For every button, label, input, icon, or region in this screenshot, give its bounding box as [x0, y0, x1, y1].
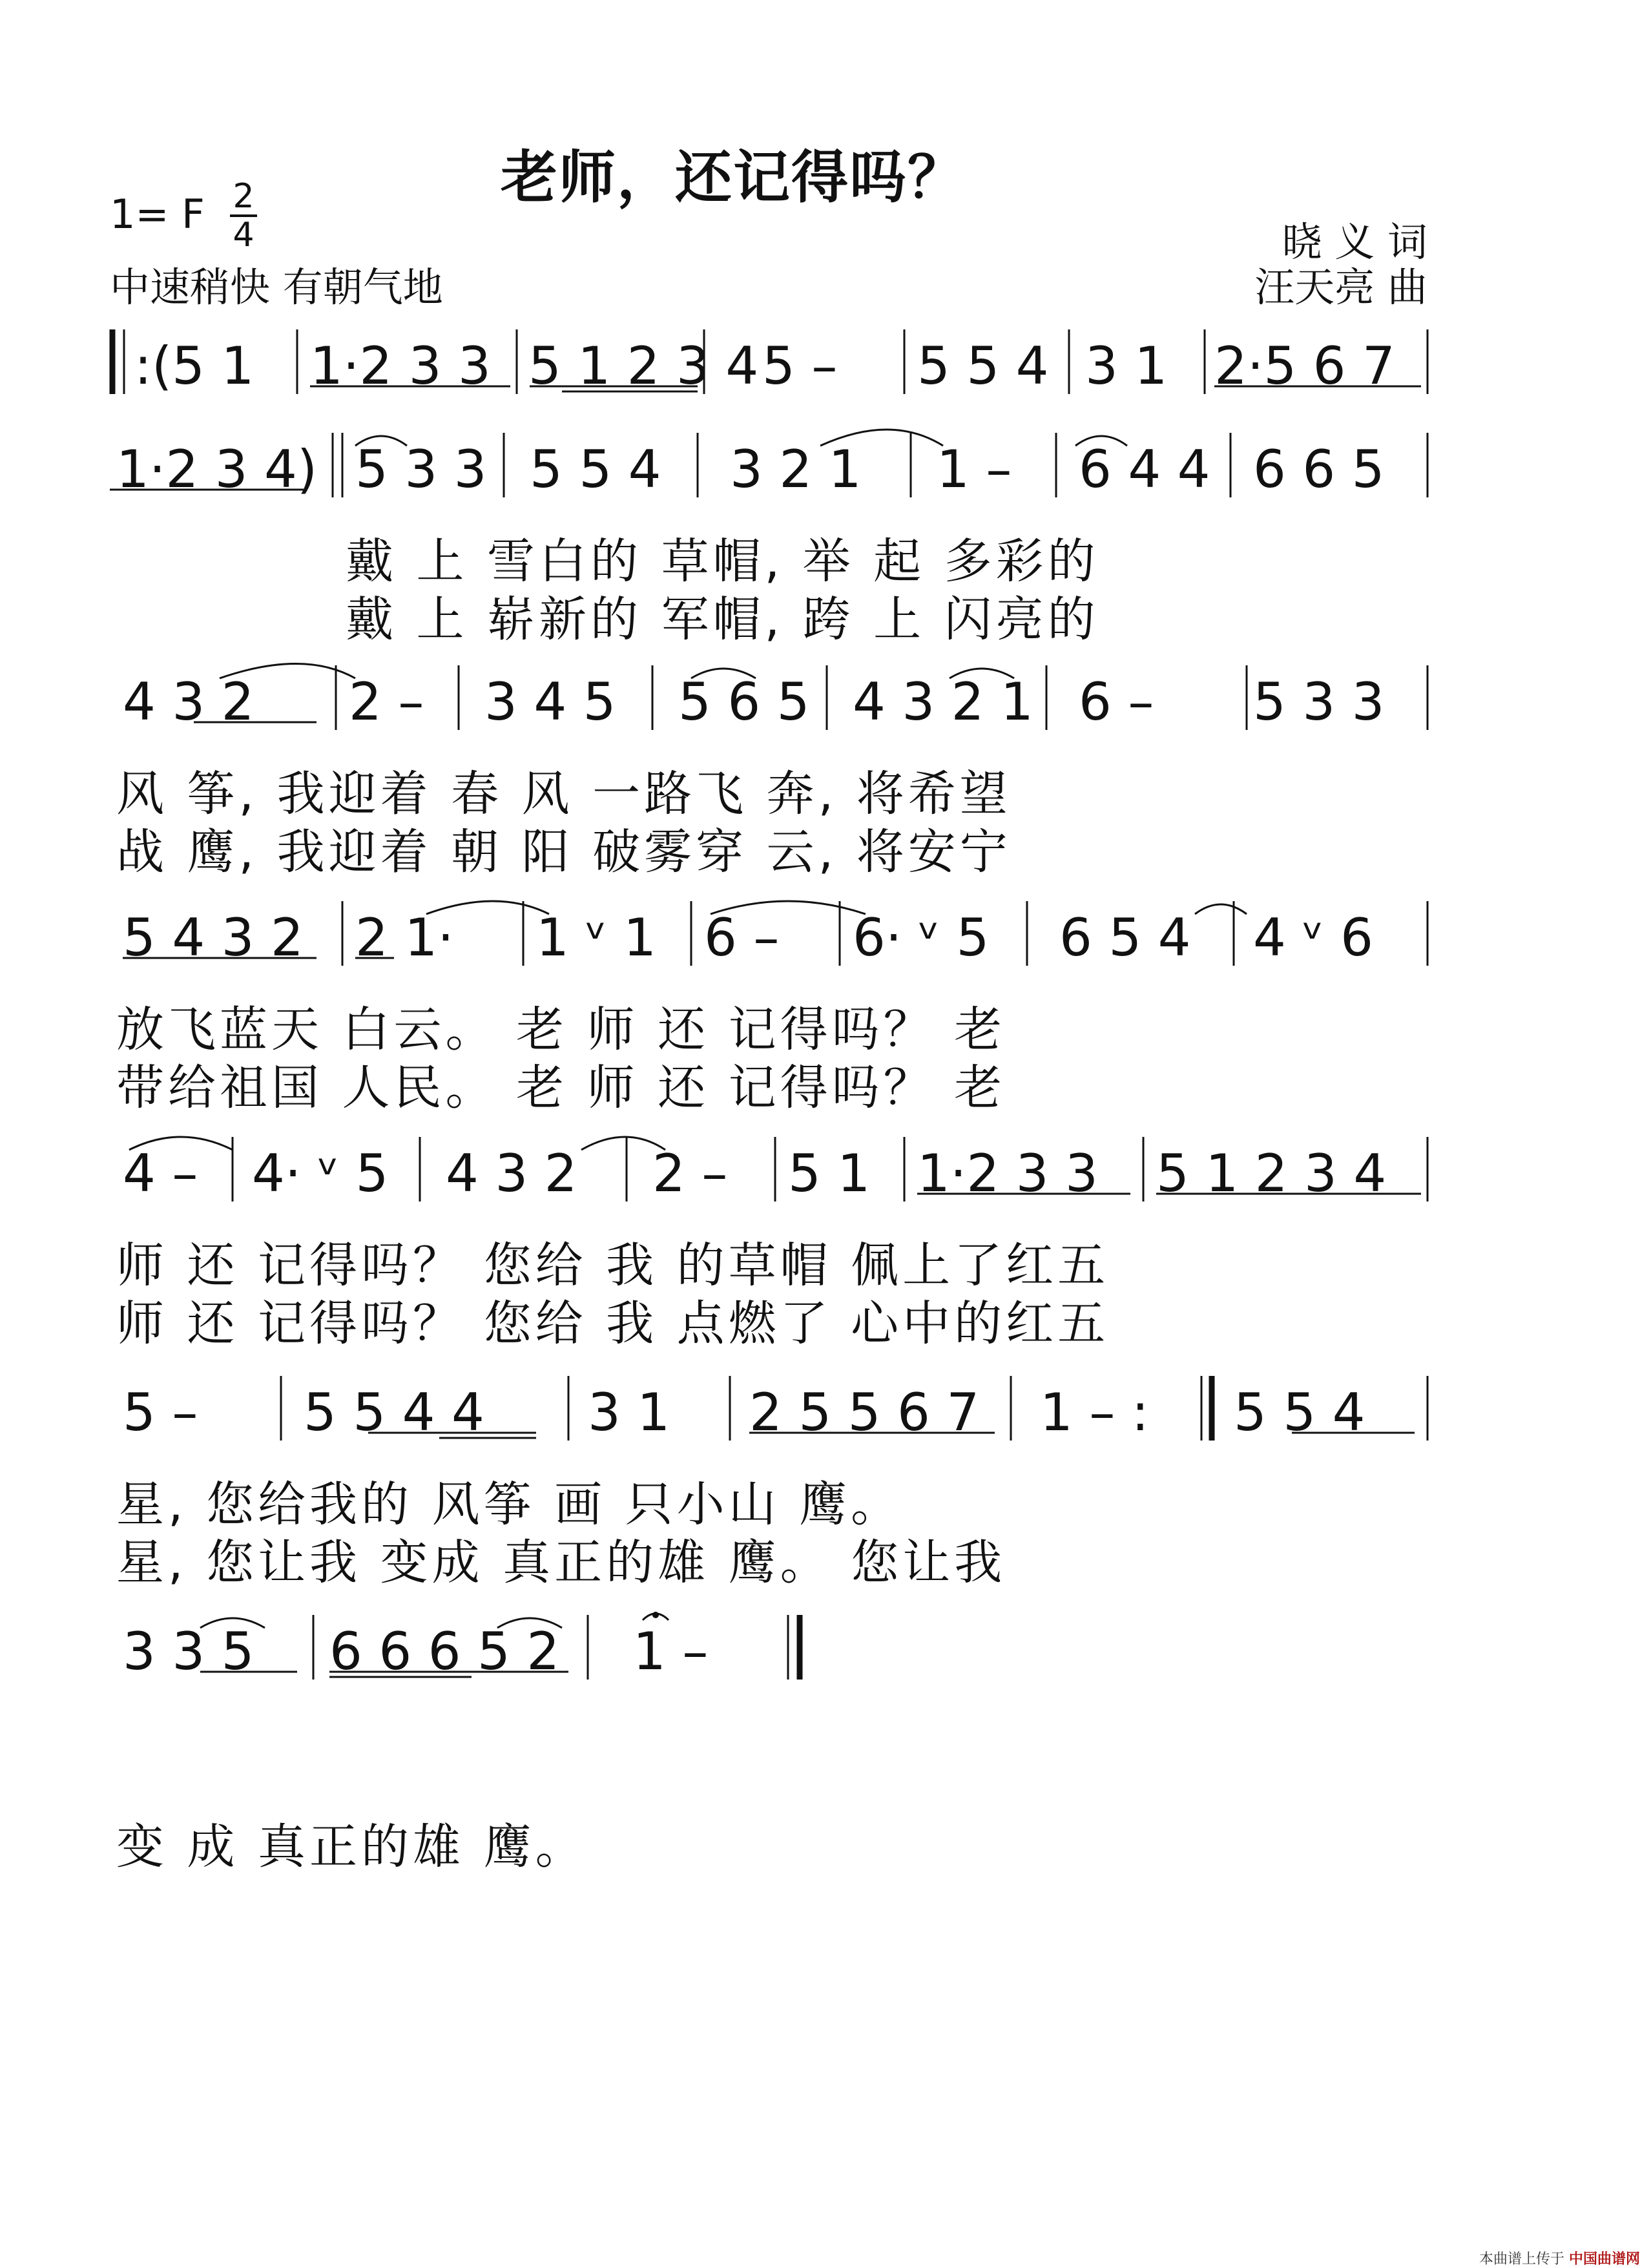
watermark-prefix: 本曲谱上传于: [1479, 2251, 1565, 2267]
measure-17: 3 4 5: [484, 672, 616, 732]
score-system-3: [110, 659, 1434, 879]
measure-12: 1 –: [937, 439, 1012, 499]
measure-44: 1 –: [633, 1621, 709, 1681]
measure-11: 3 2 1: [730, 439, 862, 499]
measure-33: 5 1: [788, 1143, 871, 1203]
lyrics-verse-2: 带给祖国 人民。 老 师 还 记得吗？ 老: [116, 1060, 1006, 1116]
measure-40: 1 – :: [1040, 1382, 1149, 1442]
measure-15: 4 3 2: [123, 672, 254, 732]
tempo-marking: 中速稍快 有朝气地: [110, 264, 443, 311]
measure-18: 5 6 5: [678, 672, 810, 732]
score-system-6: [110, 1369, 1434, 1589]
lyrics-verse-1: 放飞蓝天 白云。 老 师 还 记得吗？ 老: [116, 1002, 1006, 1057]
score-system-1: [110, 323, 1434, 426]
lyrics-verse-1: 风 筝, 我迎着 春 风 一路飞 奔, 将希望: [116, 766, 1012, 822]
time-signature: [227, 177, 260, 255]
measure-27: 6 5 4: [1059, 908, 1191, 968]
measure-36: 5 –: [123, 1382, 198, 1442]
measure-32: 2 –: [652, 1143, 728, 1203]
lyrics-verse-1: 戴 上 雪白的 草帽, 举 起 多彩的: [346, 534, 1099, 589]
measure-19: 4 3 2 1: [853, 672, 1033, 732]
measure-28: 4 ᵛ 6: [1253, 908, 1374, 968]
measure-23: 2 1·: [355, 908, 454, 968]
measure-43: 6 6 6 5 2: [329, 1621, 560, 1681]
key-signature: 1= F: [110, 191, 205, 238]
measure-26: 6· ᵛ 5: [853, 908, 990, 968]
lyrics-final-line: 变 成 真正的雄 鹰。: [116, 1819, 587, 1875]
measure-42: 3 3 5: [123, 1621, 254, 1681]
lyrics-verse-1: 师 还 记得吗？ 您给 我 的草帽 佩上了红五: [116, 1238, 1110, 1293]
measure-3: 5 1 2 3 4: [528, 336, 759, 396]
measure-2: 1·2 3 3: [310, 336, 491, 396]
measure-39: 2 5 5 6 7: [749, 1382, 980, 1442]
measure-34: 1·2 3 3: [917, 1143, 1098, 1203]
lyrics-verse-2: 师 还 记得吗？ 您给 我 点燃了 心中的红五: [116, 1296, 1110, 1351]
score-system-5: [110, 1130, 1434, 1350]
measure-6: 3 1: [1085, 336, 1168, 396]
measure-10: 5 5 4: [530, 439, 661, 499]
measure-31: 4 3 2: [446, 1143, 577, 1203]
measure-29: 4 –: [123, 1143, 198, 1203]
watermark-site: 中国曲谱网: [1569, 2251, 1640, 2267]
composer-credit: 汪天亮 曲: [1254, 264, 1427, 311]
measure-25: 6 –: [704, 908, 780, 968]
measure-38: 3 1: [588, 1382, 670, 1442]
measure-21: 5 3 3: [1253, 672, 1385, 732]
measure-20: 6 –: [1079, 672, 1154, 732]
page-title: 老师，还记得吗？: [501, 144, 966, 211]
measure-41: 5 5 4: [1234, 1382, 1365, 1442]
measure-22: 5 4 3 2: [123, 908, 304, 968]
measure-4: 5 –: [762, 336, 838, 396]
score-system-2: [110, 426, 1434, 646]
score-system-7: [110, 1608, 1434, 1880]
measure-8: 1·2 3 4): [116, 439, 318, 499]
time-signature-bottom: 4: [233, 216, 254, 255]
measure-30: 4· ᵛ 5: [252, 1143, 389, 1203]
measure-16: 2 –: [349, 672, 424, 732]
lyrics-verse-2: 星, 您让我 变成 真正的雄 鹰。 您让我: [116, 1535, 1006, 1590]
lyricist-credit: 晓 义 词: [1282, 218, 1427, 265]
measure-5: 5 5 4: [917, 336, 1049, 396]
measure-35: 5 1 2 3 4: [1156, 1143, 1387, 1203]
measure-1: :(5 1: [134, 336, 254, 396]
measure-9: 5 3 3: [355, 439, 487, 499]
lyrics-verse-1: 星, 您给我的 风筝 画 只小山 鹰。: [116, 1477, 903, 1532]
measure-7: 2·5 6 7: [1214, 336, 1395, 396]
source-watermark: [1479, 2248, 1640, 2268]
measure-24: 1 ᵛ 1: [536, 908, 657, 968]
score-system-4: [110, 895, 1434, 1114]
lyrics-verse-2: 战 鹰, 我迎着 朝 阳 破雾穿 云, 将安宁: [116, 824, 1012, 880]
measure-13: 6 4 4: [1079, 439, 1210, 499]
lyrics-verse-2: 戴 上 崭新的 军帽, 跨 上 闪亮的: [346, 592, 1099, 647]
time-signature-top: 2: [233, 177, 254, 216]
measure-37: 5 5 4 4: [304, 1382, 484, 1442]
measure-14: 6 6 5: [1253, 439, 1385, 499]
